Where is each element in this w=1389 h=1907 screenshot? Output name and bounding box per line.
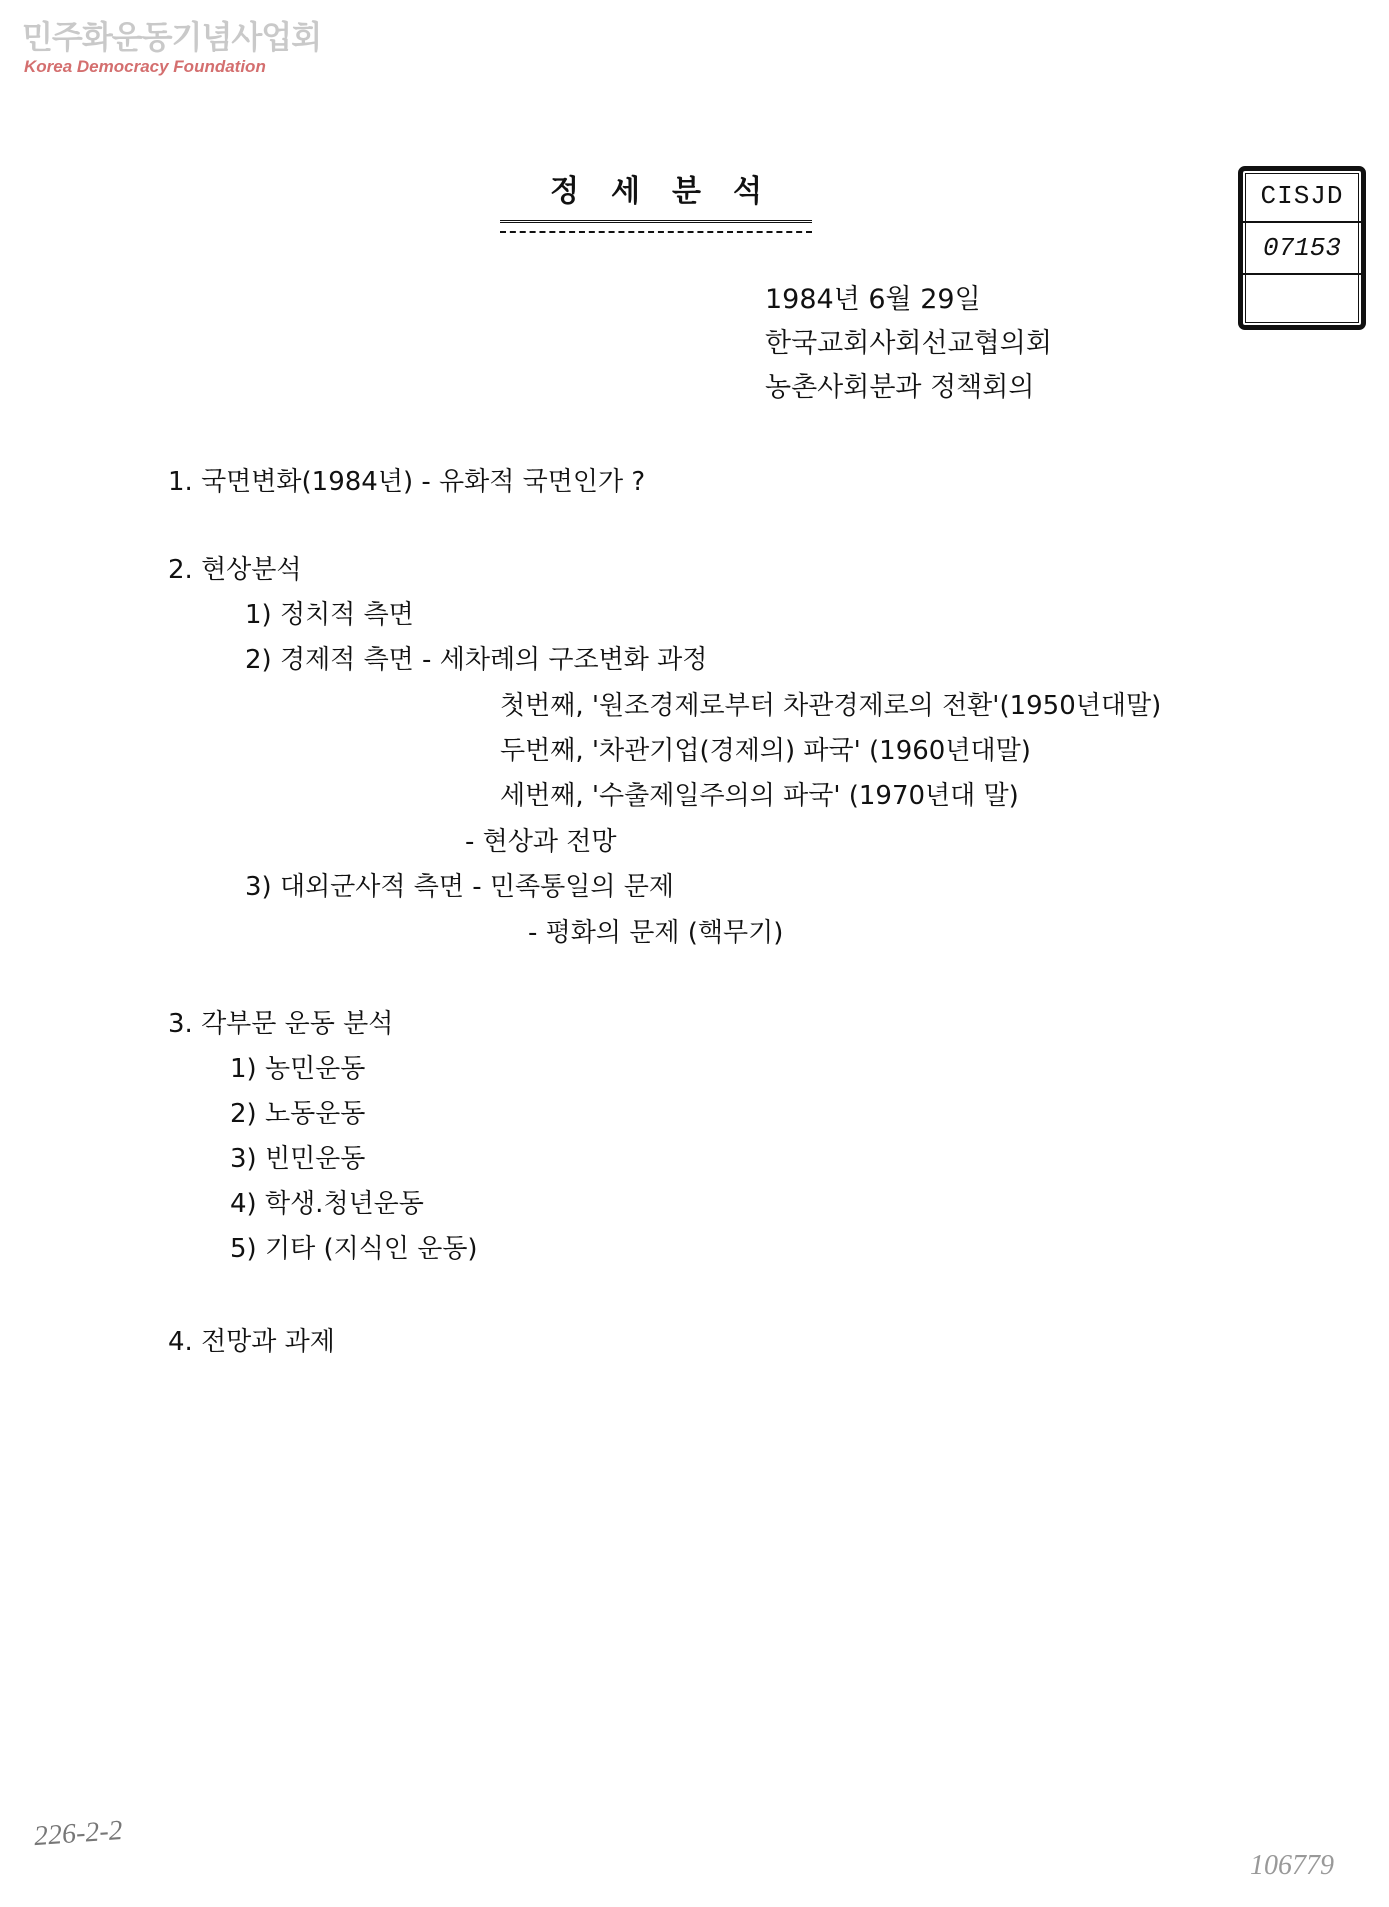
section-3-item-4: 4) 학생.청년운동 bbox=[230, 1189, 424, 1219]
section-2-item-2-third: 세번째, '수출제일주의의 파국' (1970년대 말) bbox=[500, 781, 1019, 811]
meta-organization: 한국교회사회선교협의회 bbox=[765, 328, 1052, 359]
section-4: 4. 전망과 과제 bbox=[168, 1327, 335, 1357]
section-3-item-1: 1) 농민운동 bbox=[230, 1054, 366, 1084]
meta-department: 농촌사회분과 정책회의 bbox=[765, 372, 1035, 403]
watermark-org-english: Korea Democracy Foundation bbox=[24, 57, 266, 76]
section-2-item-1: 1) 정치적 측면 bbox=[245, 600, 414, 630]
section-2: 2. 현상분석 bbox=[168, 555, 302, 585]
handwritten-note-right: 106779 bbox=[1250, 1850, 1334, 1881]
watermark-logo bbox=[22, 18, 321, 78]
document-meta bbox=[765, 278, 1052, 410]
handwritten-note-left: 226-2-2 bbox=[32, 1814, 124, 1853]
section-3: 3. 각부문 운동 분석 bbox=[168, 1009, 394, 1039]
watermark-org-korean: 민주화운동기념사업회 bbox=[22, 18, 322, 56]
stamp-code: CISJD bbox=[1243, 171, 1361, 223]
section-2-item-3-peace: - 평화의 문제 (핵무기) bbox=[528, 918, 784, 948]
stamp-blank-cell bbox=[1243, 275, 1361, 325]
meta-date: 1984년 6월 29일 bbox=[765, 284, 981, 315]
stamp-number: 07153 bbox=[1243, 223, 1361, 275]
section-2-item-2-second: 두번째, '차관기업(경제의) 파국' (1960년대말) bbox=[500, 736, 1031, 766]
document-title-block bbox=[500, 172, 812, 233]
section-2-item-2-outlook: - 현상과 전망 bbox=[465, 827, 617, 857]
section-2-item-2: 2) 경제적 측면 - 세차례의 구조변화 과정 bbox=[245, 645, 708, 675]
section-3-item-3: 3) 빈민운동 bbox=[230, 1144, 366, 1174]
section-3-item-2: 2) 노동운동 bbox=[230, 1099, 366, 1129]
section-3-item-5: 5) 기타 (지식인 운동) bbox=[230, 1234, 478, 1264]
document-title: 정세분석 bbox=[550, 174, 794, 209]
section-2-item-3: 3) 대외군사적 측면 - 민족통일의 문제 bbox=[245, 872, 675, 902]
archive-stamp bbox=[1238, 166, 1366, 330]
section-1: 1. 국면변화(1984년) - 유화적 국면인가 ? bbox=[168, 467, 646, 497]
section-2-item-2-first: 첫번째, '원조경제로부터 차관경제로의 전환'(1950년대말) bbox=[500, 691, 1162, 721]
title-underline bbox=[500, 220, 812, 233]
